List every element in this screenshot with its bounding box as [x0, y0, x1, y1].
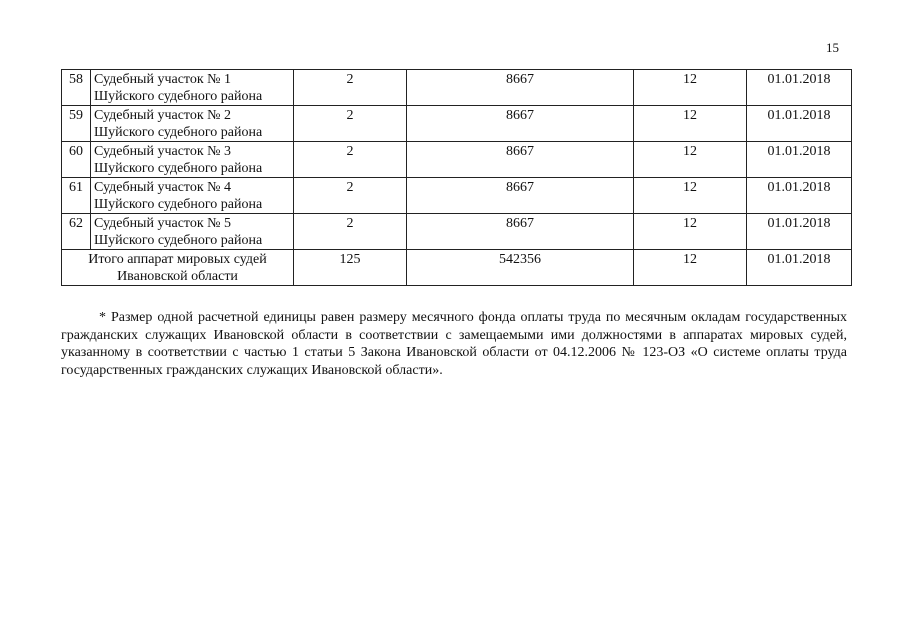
court-name: Судебный участок № 4 Шуйского судебного района: [91, 178, 294, 214]
units-cell: 2: [294, 178, 407, 214]
fund-cell: 8667: [407, 70, 634, 106]
units-cell: 2: [294, 70, 407, 106]
total-fund: 542356: [407, 250, 634, 286]
allocation-table: [61, 69, 852, 286]
table-row: [62, 214, 852, 250]
months-cell: 12: [634, 142, 747, 178]
date-cell: 01.01.2018: [747, 178, 852, 214]
units-cell: 2: [294, 106, 407, 142]
footnote: * Размер одной расчетной единицы равен размеру месячного фонда оплаты труда по месячным окладам государственных гражданских служащих Ивановской области в соответствии с замещаемыми ими должностями в аппаратах мировых судей, указанному в соответствии с частью 1 статьи 5 Закона Ивановской области от 04.12.2006 № 123-ОЗ «О системе оплаты труда государственных гражданских служащих Ивановской области».: [61, 310, 847, 378]
row-number: 58: [62, 70, 91, 106]
months-cell: 12: [634, 106, 747, 142]
total-units: 125: [294, 250, 407, 286]
row-number: 59: [62, 106, 91, 142]
court-name: Судебный участок № 1 Шуйского судебного района: [91, 70, 294, 106]
months-cell: 12: [634, 178, 747, 214]
table-row: [62, 178, 852, 214]
table-row: [62, 70, 852, 106]
total-label: Итого аппарат мировых судей Ивановской области: [62, 250, 294, 286]
total-row: [62, 250, 852, 286]
date-cell: 01.01.2018: [747, 214, 852, 250]
row-number: 60: [62, 142, 91, 178]
date-cell: 01.01.2018: [747, 70, 852, 106]
court-name: Судебный участок № 5 Шуйского судебного района: [91, 214, 294, 250]
months-cell: 12: [634, 214, 747, 250]
court-name: Судебный участок № 3 Шуйского судебного района: [91, 142, 294, 178]
total-date: 01.01.2018: [747, 250, 852, 286]
months-cell: 12: [634, 70, 747, 106]
units-cell: 2: [294, 214, 407, 250]
row-number: 62: [62, 214, 91, 250]
row-number: 61: [62, 178, 91, 214]
table-row: [62, 106, 852, 142]
page-number: 15: [826, 40, 839, 55]
date-cell: 01.01.2018: [747, 106, 852, 142]
fund-cell: 8667: [407, 178, 634, 214]
court-name: Судебный участок № 2 Шуйского судебного района: [91, 106, 294, 142]
fund-cell: 8667: [407, 142, 634, 178]
table-row: [62, 142, 852, 178]
fund-cell: 8667: [407, 214, 634, 250]
date-cell: 01.01.2018: [747, 142, 852, 178]
fund-cell: 8667: [407, 106, 634, 142]
total-months: 12: [634, 250, 747, 286]
units-cell: 2: [294, 142, 407, 178]
